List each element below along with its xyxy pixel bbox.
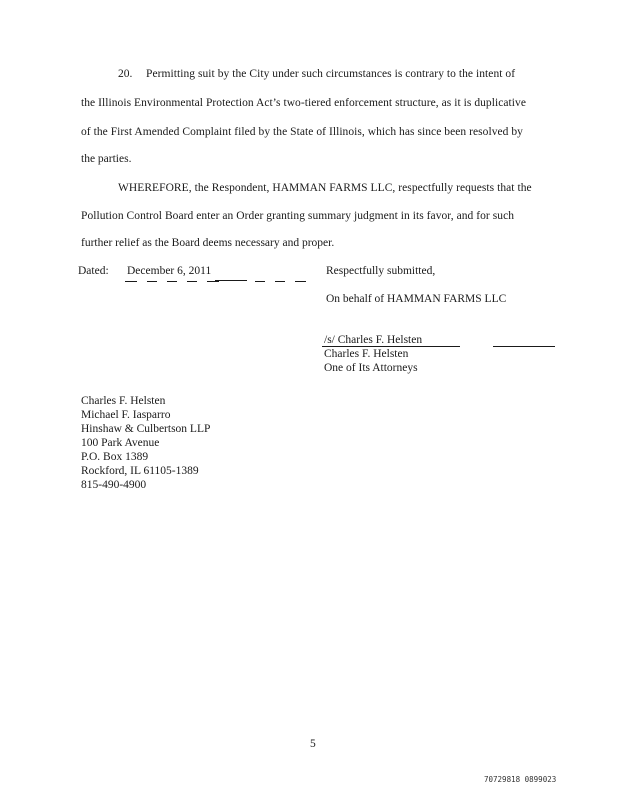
attorney-info-line: 815-490-4900 [81,479,147,491]
date-underline-dash [255,281,265,282]
date-underline-dash [207,281,219,282]
wherefore-line-3: further relief as the Board deems necessary and proper. [81,237,335,249]
respectfully-submitted: Respectfully submitted, [326,265,436,277]
attorney-info-line: Hinshaw & Culbertson LLP [81,423,211,435]
dated-value: December 6, 2011 [127,265,212,277]
wherefore-line-2: Pollution Control Board enter an Order granting summary judgment in its favor, and for such [81,210,515,222]
attorney-info-line: Michael F. Iasparro [81,409,171,421]
attorney-info-line: 100 Park Avenue [81,437,160,449]
date-underline-dash [147,281,157,282]
attorney-info-line: P.O. Box 1389 [81,451,149,463]
electronic-signature: /s/ Charles F. Helsten [324,334,423,346]
date-underline-dash [125,281,137,282]
paragraph-number: 20. [118,68,133,80]
date-underline-dash [167,281,177,282]
attorney-info-line: Charles F. Helsten [81,395,166,407]
signature-line-extension [493,346,555,347]
wherefore-line-1: WHEREFORE, the Respondent, HAMMAN FARMS LLC, respectfully requests that the [118,182,532,194]
page-number: 5 [310,738,316,750]
signer-name: Charles F. Helsten [324,348,409,360]
paragraph-20-line-1: Permitting suit by the City under such circumstances is contrary to the intent of [146,68,516,80]
dated-label: Dated: [78,265,109,277]
on-behalf-of: On behalf of HAMMAN FARMS LLC [326,293,507,305]
date-underline-dash [295,281,306,282]
date-underline-solid [215,280,247,281]
attorney-info-line: Rockford, IL 61105-1389 [81,465,199,477]
paragraph-20-line-3: of the First Amended Complaint filed by the State of Illinois, which has since been resolved by [81,126,523,138]
document-id: 70729818 0899023 [484,775,557,784]
paragraph-20-line-2: the Illinois Environmental Protection Act’s two-tiered enforcement structure, as it is duplicative [81,97,526,109]
paragraph-20-line-4: the parties. [81,153,132,165]
signer-role: One of Its Attorneys [324,362,418,374]
date-underline-dash [275,281,285,282]
date-underline-dash [187,281,197,282]
